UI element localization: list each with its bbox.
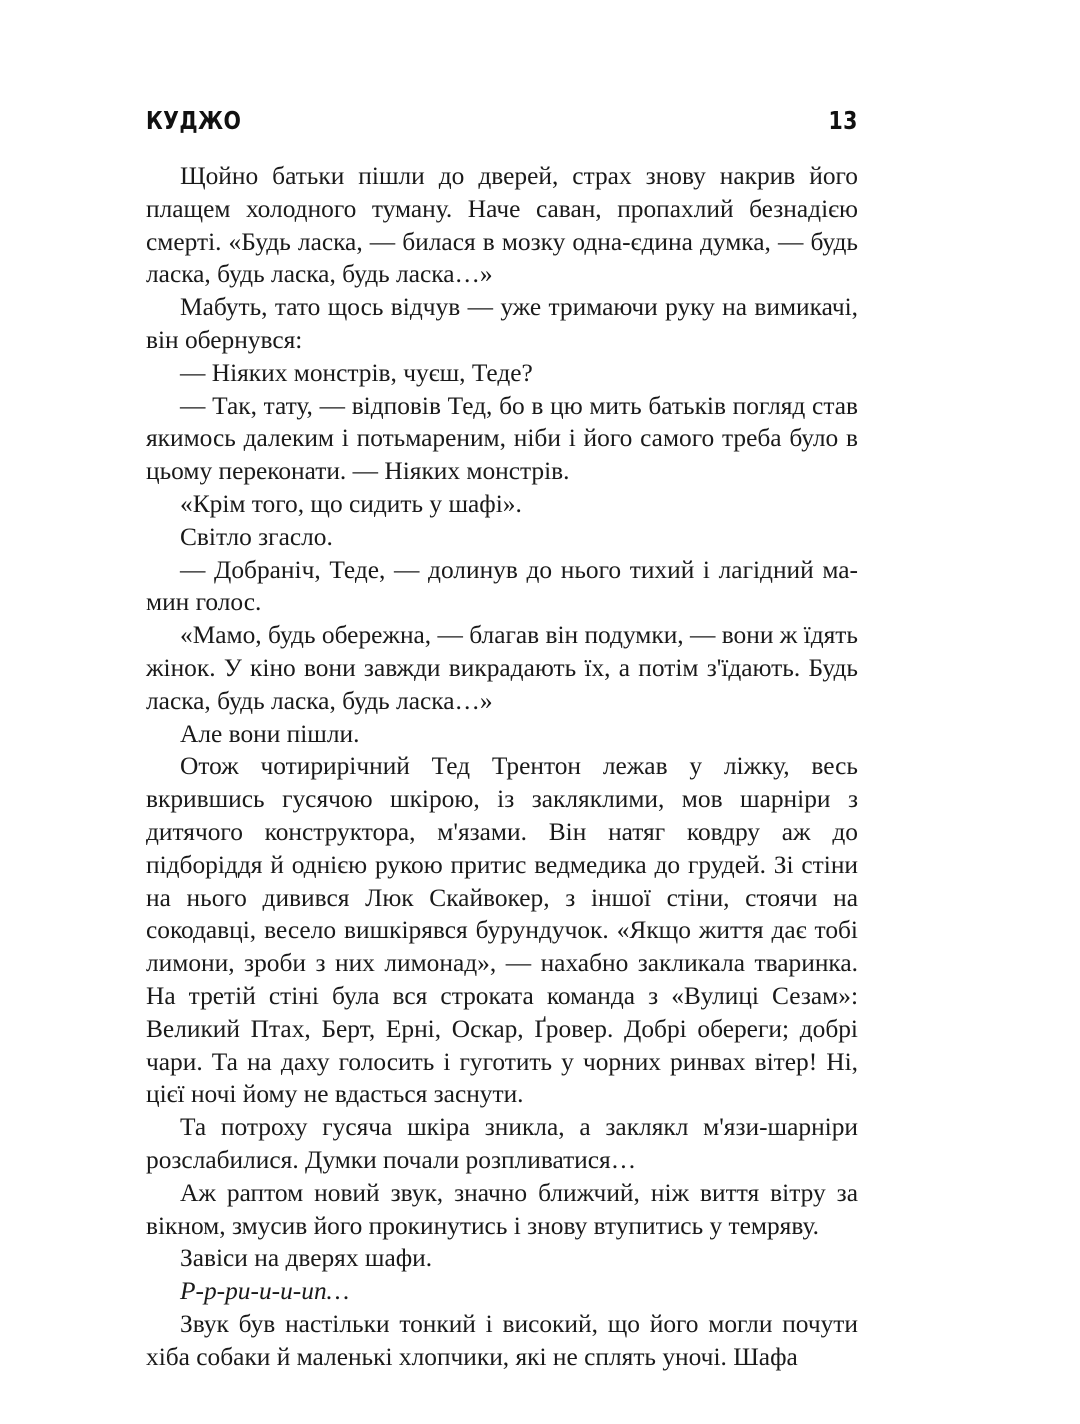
paragraph-12: Аж раптом новий звук, значно ближчий, ніж виття вітру за вікном, змусив його прокинутись і знову втупитись у темряву. [146,1178,858,1240]
paragraph-11: Та потроху гусяча шкіра зникла, а заклякл м'язи-шарніри розслабилися. Думки почали розпливатися… [146,1113,858,1174]
paragraph-1: Щойно батьки пішли до дверей, страх знову накрив його плащем холодного туману. Наче саван, пропахлий безнадією смерті. «Будь ласка, — билася в мозку одна-єдина думка, — будь ласка, будь ласка, будь ласка…» [146,162,858,289]
paragraph-9: Але вони пішли. [180,719,360,748]
paragraph-3: — Ніяких монстрів, чуєш, Теде? [180,358,533,387]
paragraph-8: «Мамо, будь обережна, — благав він подумки, — вони ж їдять жінок. У кіно вони завжди викрадають їх, а потім з'їдають. Будь ласка, будь ласка, будь ласка…» [146,621,858,715]
body-text [146,160,858,1373]
page-number: 13 [828,105,858,135]
paragraph-6: Світло згасло. [180,522,333,551]
paragraph-15: Звук був настільки тонкий і високий, що його могли почути хіба собаки й маленькі хлопчики, які не сплять уночі. Шафа [146,1309,858,1371]
paragraph-10: Отож чотирирічний Тед Трентон лежав у ліжку, весь вкрившись гусячою шкірою, із закляклими, мов шарніри з дитячого конструктора, м'язами. Він натяг ковдру аж до підборіддя й однією рукою притис ведмедика до грудей. Зі стіни на нього дивився Люк Скайвокер, з іншої стіни, стоячи на сокодавці, весело вишкірявся бурундучок. «Якщо життя дає тобі лимони, зроби з них лимонад», — нахабно закликала тваринка. На третій стіні була вся строката команда з «Вулиці Сезам»: Великий Птах, Берт, Ерні, Оскар, Ґровер. Добрі обереги; добрі чари. Та на даху голосить і гуготить у чорних ринвах вітер! Ні, цієї ночі йому не вдасться заснути. [146,752,858,1109]
paragraph-4: — Так, тату, — відповів Тед, бо в цю мить батьків погляд став якимось далеким і потьмареним, ніби і його самого треба було в цьому переконати. — Ніяких монстрів. [146,391,858,486]
paragraph-13: Завіси на дверях шафи. [180,1244,433,1273]
paragraph-7: — Добраніч, Теде, — долинув до нього тихий і лагідний мамин голос. [146,555,858,617]
running-head [146,100,858,140]
paragraph-5: «Крім того, що сидить у шафі». [180,489,522,518]
paragraph-14-sound: Р-р-ри-и-и-ип… [180,1277,350,1306]
paragraph-2: Мабуть, тато щось відчув — уже тримаючи руку на вимикачі, він обернувся: [146,293,858,354]
book-title: КУДЖО [146,105,242,135]
